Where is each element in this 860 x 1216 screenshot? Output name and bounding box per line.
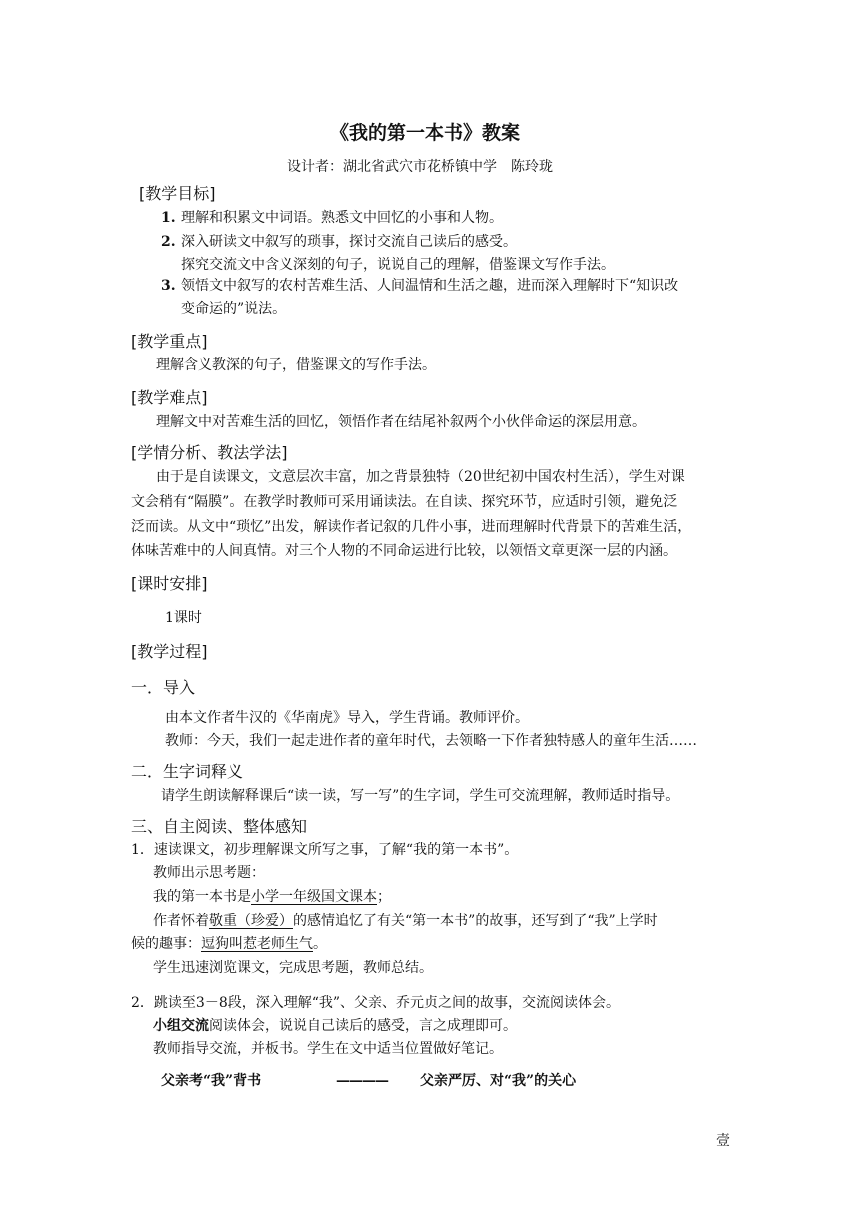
analysis-line: 由于是自读课文，文意层次丰富，加之背景独特（20世纪初中国农村生活），学生对课 xyxy=(156,469,685,485)
process-heading: [教学过程] xyxy=(131,642,208,661)
author-line: 设计者：湖北省武穴市花桥镇中学 陈玲珑 xyxy=(287,159,553,175)
schedule-heading: [课时安排] xyxy=(131,574,208,593)
goal-text: 深入研读文中叙写的琐事，探讨交流自己读后的感受。 xyxy=(181,234,517,250)
goals-heading: [教学目标] xyxy=(139,184,216,203)
section-3-line: 教师出示思考题： xyxy=(153,865,265,881)
section-3-line xyxy=(153,1015,517,1037)
schedule-text: 1课时 xyxy=(165,610,202,626)
section-3-line: 2．跳读至3－8段，深入理解“我”、父亲、乔元贞之间的故事，交流阅读体会。 xyxy=(131,995,621,1011)
goal-item-2-continued: 探究交流文中含义深刻的句子，说说自己的理解，借鉴课文写作手法。 xyxy=(181,257,615,273)
analysis-heading: [学情分析、教法学法] xyxy=(131,443,288,462)
section-3-heading: 三、自主阅读、整体感知 xyxy=(131,817,308,836)
section-3-line xyxy=(131,933,327,955)
underlined-answer: 逗狗叫惹老师生气 xyxy=(201,936,313,952)
section-1-line: 教师：今天，我们一起走进作者的童年时代，去领略一下作者独特感人的童年生活…… xyxy=(165,733,697,749)
text-run: 我的第一本书是 xyxy=(153,889,251,905)
goal-text: 领悟文中叙写的农村苦难生活、人间温情和生活之趣，进而深入理解时下“知识改 xyxy=(181,278,679,294)
section-1-heading: 一．导入 xyxy=(131,678,196,697)
section-3-line xyxy=(153,910,658,932)
board-right: 父亲严厉、对“我”的关心 xyxy=(420,1073,577,1089)
goal-item-2 xyxy=(161,231,517,253)
text-run: 阅读体会，说说自己读后的感受，言之成理即可。 xyxy=(209,1018,517,1034)
key-text: 理解含义教深的句子，借鉴课文的写作手法。 xyxy=(156,357,436,373)
analysis-line: 体味苦难中的人间真情。对三个人物的不同命运进行比较，以领悟文章更深一层的内涵。 xyxy=(131,543,677,559)
key-heading: [教学重点] xyxy=(131,332,208,351)
board-dash: ———— xyxy=(336,1073,388,1089)
bold-term: 小组交流 xyxy=(153,1018,209,1034)
section-2-line: 请学生朗读解释课后“读一读，写一写”的生字词，学生可交流理解，教师适时指导。 xyxy=(161,788,680,804)
goal-text: 理解和积累文中词语。熟悉文中回忆的小事和人物。 xyxy=(181,210,503,226)
text-run: 候的趣事： xyxy=(131,936,201,952)
section-3-line: 教师指导交流，并板书。学生在文中适当位置做好笔记。 xyxy=(153,1041,503,1057)
text-run: 。 xyxy=(313,936,327,952)
goal-number: 3. xyxy=(161,278,176,294)
difficulty-heading: [教学难点] xyxy=(131,388,208,407)
board-left: 父亲考“我”背书 xyxy=(161,1073,262,1089)
goal-number: 1. xyxy=(161,210,176,226)
section-3-line: 1．速读课文，初步理解课文所写之事，了解“我的第一本书”。 xyxy=(131,842,519,858)
goal-number: 2. xyxy=(161,234,176,250)
underlined-answer: 小学一年级国文课本 xyxy=(251,889,377,905)
analysis-line: 泛而读。从文中“琐忆”出发，解读作者记叙的几件小事，进而理解时代背景下的苦难生活， xyxy=(131,519,692,535)
goal-item-1 xyxy=(161,207,503,229)
underlined-answer: 敬重（珍爱） xyxy=(209,913,293,929)
goal-item-3 xyxy=(161,275,678,297)
text-run: ； xyxy=(377,889,391,905)
section-3-line xyxy=(153,886,391,908)
document-title: 《我的第一本书》教案 xyxy=(330,122,521,144)
text-run: 的感情追忆了有关“第一本书”的故事，还写到了“我”上学时 xyxy=(293,913,658,929)
section-3-line: 学生迅速浏览课文，完成思考题，教师总结。 xyxy=(153,960,433,976)
text-run: 作者怀着 xyxy=(153,913,209,929)
section-1-line: 由本文作者牛汉的《华南虎》导入，学生背诵。教师评价。 xyxy=(165,710,529,726)
analysis-line: 文会稍有“隔膜”。在教学时教师可采用诵读法。在自读、探究环节，应适时引领，避免泛 xyxy=(131,494,678,510)
page-number: 壹 xyxy=(716,1133,730,1149)
section-2-heading: 二．生字词释义 xyxy=(131,762,244,781)
difficulty-text: 理解文中对苦难生活的回忆，领悟作者在结尾补叙两个小伙伴命运的深层用意。 xyxy=(156,414,646,430)
goal-item-3-continued: 变命运的”说法。 xyxy=(181,301,287,317)
